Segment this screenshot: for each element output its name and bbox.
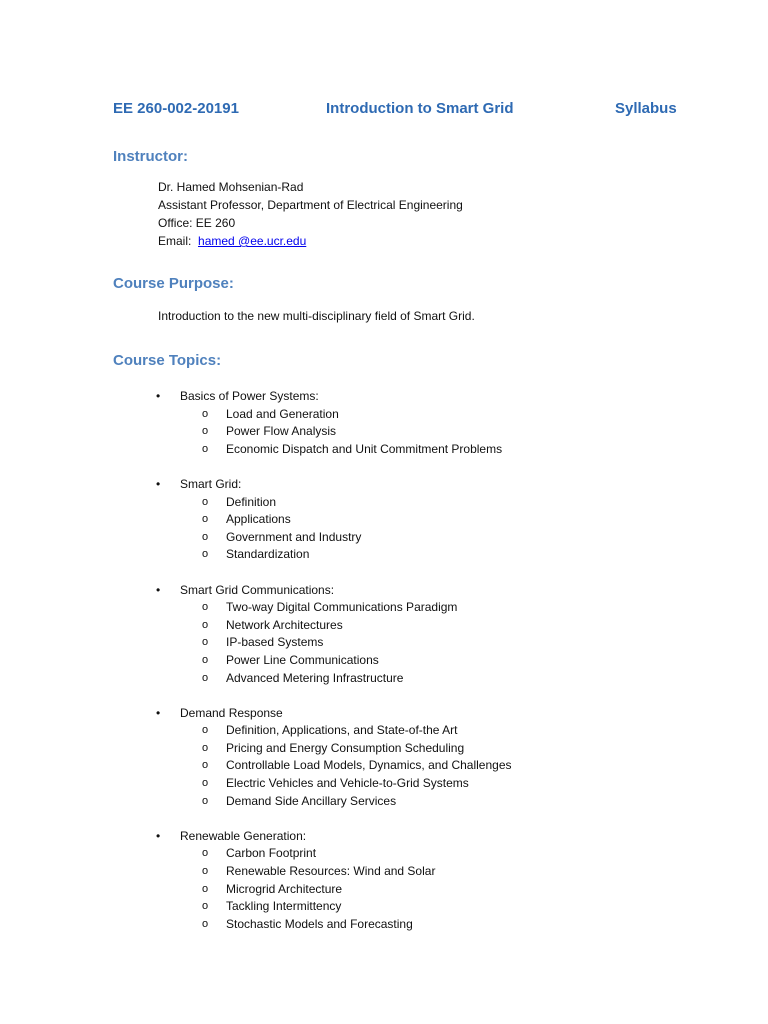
subtopic-item	[0, 441, 768, 459]
subtopic-label: Network Architectures	[226, 617, 343, 632]
circle-bullet-icon: o	[202, 847, 209, 860]
circle-bullet-icon: o	[202, 759, 209, 772]
bullet-icon: •	[156, 476, 161, 491]
instructor-heading: Instructor:	[113, 148, 188, 165]
subtopic-label: Economic Dispatch and Unit Commitment Problems	[226, 441, 503, 456]
subtopic-label: Applications	[226, 512, 291, 527]
subtopic-item	[0, 617, 768, 635]
subtopic-label: Stochastic Models and Forecasting	[226, 916, 413, 931]
subtopic-label: Demand Side Ancillary Services	[226, 793, 397, 808]
course-title: Introduction to Smart Grid	[326, 100, 514, 117]
circle-bullet-icon: o	[202, 495, 209, 508]
subtopic-label: Government and Industry	[226, 529, 362, 544]
circle-bullet-icon: o	[202, 618, 209, 631]
circle-bullet-icon: o	[202, 882, 209, 895]
topic-group	[0, 705, 768, 811]
subtopic-item	[0, 670, 768, 688]
circle-bullet-icon: o	[202, 741, 209, 754]
circle-bullet-icon: o	[202, 777, 209, 790]
subtopic-item	[0, 881, 768, 899]
subtopic-item	[0, 722, 768, 740]
subtopic-item	[0, 511, 768, 529]
circle-bullet-icon: o	[202, 513, 209, 526]
circle-bullet-icon: o	[202, 671, 209, 684]
purpose-text: Introduction to the new multi-disciplinary field of Smart Grid.	[158, 309, 475, 323]
bullet-icon: •	[156, 705, 161, 720]
subtopic-label: Standardization	[226, 547, 310, 562]
subtopic-item	[0, 775, 768, 793]
bullet-icon: •	[156, 828, 161, 843]
subtopic-item	[0, 863, 768, 881]
circle-bullet-icon: o	[202, 865, 209, 878]
subtopic-label: Tackling Intermittency	[226, 899, 342, 914]
topic-label: Smart Grid Communications:	[180, 582, 335, 597]
bullet-icon: •	[156, 582, 161, 597]
subtopic-label: Power Line Communications	[226, 652, 379, 667]
circle-bullet-icon: o	[202, 917, 209, 930]
subtopic-label: Advanced Metering Infrastructure	[226, 670, 404, 685]
circle-bullet-icon: o	[202, 724, 209, 737]
subtopic-item	[0, 406, 768, 424]
instructor-office: Office: EE 260	[158, 216, 236, 230]
circle-bullet-icon: o	[202, 601, 209, 614]
subtopic-label: Definition	[226, 494, 277, 509]
topic-label: Basics of Power Systems:	[180, 389, 319, 403]
instructor-details	[158, 178, 463, 250]
subtopic-label: Controllable Load Models, Dynamics, and Challenges	[226, 758, 512, 773]
subtopic-item	[0, 423, 768, 441]
subtopic-label: IP-based Systems	[226, 635, 324, 650]
circle-bullet-icon: o	[202, 425, 209, 438]
topic-item	[0, 582, 768, 600]
topic-group	[0, 388, 768, 458]
circle-bullet-icon: o	[202, 442, 209, 455]
subtopic-item	[0, 793, 768, 811]
document-type: Syllabus	[615, 100, 677, 117]
subtopic-item	[0, 546, 768, 564]
circle-bullet-icon: o	[202, 530, 209, 543]
subtopic-label: Definition, Applications, and State-of-the Art	[226, 723, 458, 738]
subtopic-item	[0, 634, 768, 652]
topic-item	[0, 828, 768, 846]
circle-bullet-icon: o	[202, 548, 209, 561]
circle-bullet-icon: o	[202, 636, 209, 649]
circle-bullet-icon: o	[202, 900, 209, 913]
document-header	[113, 100, 708, 122]
subtopic-label: Renewable Resources: Wind and Solar	[226, 864, 436, 879]
topics-heading: Course Topics:	[113, 352, 222, 369]
circle-bullet-icon: o	[202, 407, 209, 420]
instructor-email-line	[158, 232, 463, 250]
email-link[interactable]: hamed @ee.ucr.edu	[198, 234, 307, 248]
subtopic-item	[0, 599, 768, 617]
topics-list	[0, 388, 768, 951]
topic-item	[0, 388, 768, 406]
subtopic-label: Two-way Digital Communications Paradigm	[226, 600, 458, 615]
subtopic-item	[0, 916, 768, 934]
subtopic-item	[0, 529, 768, 547]
subtopic-item	[0, 494, 768, 512]
subtopic-item	[0, 898, 768, 916]
purpose-heading: Course Purpose:	[113, 275, 234, 292]
subtopic-item	[0, 652, 768, 670]
instructor-position: Assistant Professor, Department of Electrical Engineering	[158, 198, 463, 212]
topic-group	[0, 476, 768, 564]
subtopic-label: Electric Vehicles and Vehicle-to-Grid Systems	[226, 776, 469, 791]
subtopic-label: Carbon Footprint	[226, 846, 317, 861]
subtopic-item	[0, 740, 768, 758]
topic-item	[0, 705, 768, 723]
course-code: EE 260-002-20191	[113, 100, 239, 117]
bullet-icon: •	[156, 389, 161, 403]
topic-label: Renewable Generation:	[180, 828, 307, 843]
topic-item	[0, 476, 768, 494]
instructor-name: Dr. Hamed Mohsenian-Rad	[158, 180, 304, 194]
topic-label: Demand Response	[180, 705, 283, 720]
subtopic-label: Power Flow Analysis	[226, 424, 337, 439]
subtopic-label: Load and Generation	[226, 406, 339, 421]
subtopic-item	[0, 757, 768, 775]
topic-label: Smart Grid:	[180, 476, 242, 491]
topic-group	[0, 582, 768, 688]
email-label: Email:	[158, 234, 192, 248]
circle-bullet-icon: o	[202, 794, 209, 807]
topic-group	[0, 828, 768, 934]
circle-bullet-icon: o	[202, 653, 209, 666]
subtopic-item	[0, 845, 768, 863]
subtopic-label: Microgrid Architecture	[226, 881, 343, 896]
subtopic-label: Pricing and Energy Consumption Scheduling	[226, 740, 465, 755]
